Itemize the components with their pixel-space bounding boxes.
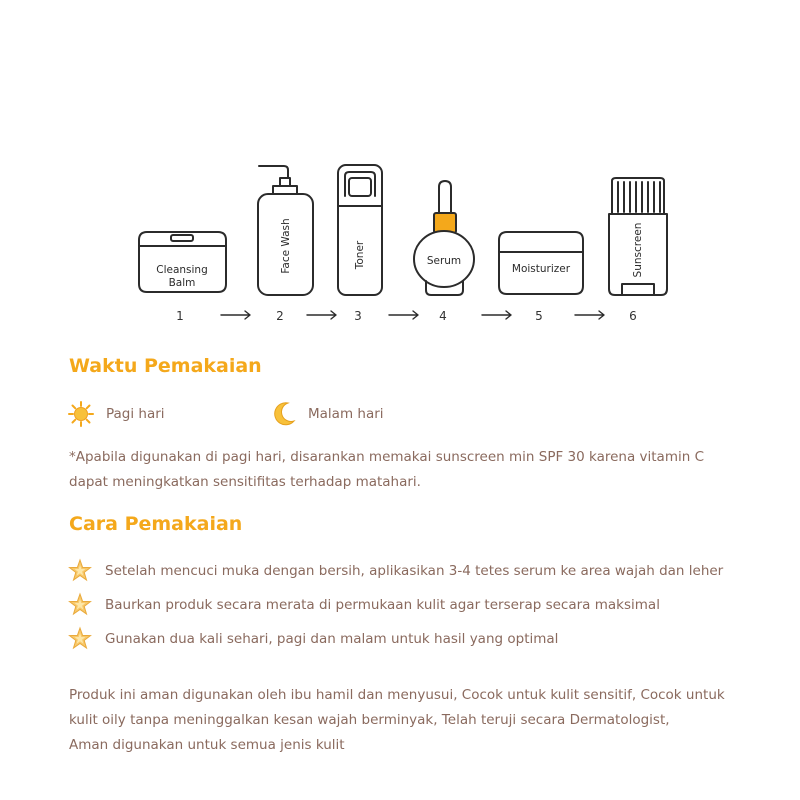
- how-to-use-step: [67, 558, 723, 584]
- serum-dropper-bottle-icon: [414, 181, 474, 295]
- step-number-6: 6: [629, 309, 637, 323]
- product-label-serum: Serum: [426, 255, 462, 267]
- how-to-use-step: [67, 592, 660, 618]
- arrow-right-icon: [389, 311, 418, 319]
- sun-icon: [68, 401, 94, 427]
- product-label-sunscreen: Sunscreen: [632, 222, 644, 278]
- product-summary: [69, 683, 769, 758]
- cleansing-balm-jar-icon: [139, 232, 226, 292]
- face-wash-bottle-icon: [258, 166, 313, 295]
- morning-label: Pagi hari: [106, 405, 165, 422]
- glowing-star-icon: [67, 558, 93, 584]
- moisturizer-jar-icon: [499, 232, 583, 294]
- arrow-right-icon: [482, 311, 511, 319]
- product-label-face-wash: Face Wash: [280, 218, 292, 274]
- product-label-toner: Toner: [354, 240, 366, 270]
- toner-bottle-icon: [338, 165, 382, 295]
- sunscreen-stick-icon: [609, 178, 667, 295]
- crescent-moon-icon: [272, 401, 296, 427]
- skincare-steps-illustration: [0, 0, 800, 340]
- summary-line: kulit oily tanpa meninggalkan kesan wajah berminyak, Telah teruji secara Dermatologist,: [69, 712, 670, 728]
- arrow-right-icon: [221, 311, 250, 319]
- step-number-4: 4: [439, 309, 447, 323]
- how-to-use-step-text: Baurkan produk secara merata di permukaan kulit agar terserap secara maksimal: [105, 596, 660, 613]
- product-label-moisturizer: Moisturizer: [511, 263, 571, 275]
- note-line: *Apabila digunakan di pagi hari, disarankan memakai sunscreen min SPF 30 karena vitamin C: [69, 449, 705, 465]
- product-label-cleansing-balm-1: Cleansing: [156, 264, 208, 276]
- summary-line: Produk ini aman digunakan oleh ibu hamil dan menyusui, Cocok untuk kulit sensitif, Cocok untuk: [69, 687, 725, 703]
- how-to-use-step-text: Gunakan dua kali sehari, pagi dan malam untuk hasil yang optimal: [105, 630, 559, 647]
- usage-time-title: Waktu Pemakaian: [69, 355, 262, 377]
- arrow-right-icon: [575, 311, 604, 319]
- sunscreen-note: [69, 445, 749, 495]
- step-number-3: 3: [354, 309, 362, 323]
- how-to-use-step: [67, 626, 558, 652]
- how-to-use-title: Cara Pemakaian: [69, 513, 243, 535]
- step-number-5: 5: [535, 309, 543, 323]
- how-to-use-step-text: Setelah mencuci muka dengan bersih, aplikasikan 3-4 tetes serum ke area wajah dan leher: [105, 562, 724, 579]
- product-label-cleansing-balm-2: Balm: [168, 277, 196, 289]
- arrow-right-icon: [307, 311, 336, 319]
- summary-line: Aman digunakan untuk semua jenis kulit: [69, 737, 345, 753]
- night-label: Malam hari: [308, 405, 384, 422]
- glowing-star-icon: [67, 626, 93, 652]
- step-number-1: 1: [176, 309, 184, 323]
- step-number-2: 2: [276, 309, 284, 323]
- glowing-star-icon: [67, 592, 93, 618]
- usage-time-morning: [68, 401, 165, 427]
- note-line: dapat meningkatkan sensitifitas terhadap matahari.: [69, 474, 421, 490]
- usage-time-night: [272, 401, 384, 427]
